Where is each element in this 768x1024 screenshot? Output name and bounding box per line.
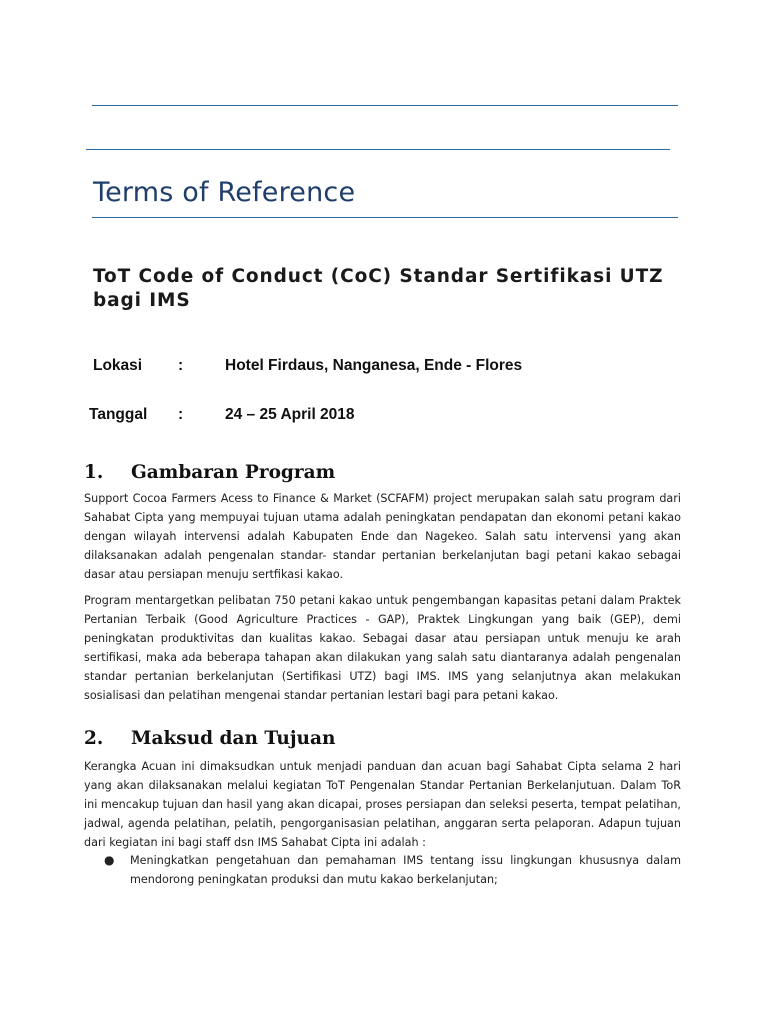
section-title: Maksud dan Tujuan bbox=[131, 728, 336, 749]
header-rule-top bbox=[92, 105, 678, 106]
document-subtitle: ToT Code of Conduct (CoC) Standar Sertifikasi UTZ bagi IMS bbox=[93, 266, 664, 311]
section-1-paragraph-1: Support Cocoa Farmers Acess to Finance & Market (SCFAFM) project merupakan salah satu program dari Sahabat Cipta yang mempuyai tujuan utama adalah peningkatan pendapatan dan ekonomi petani kakao dengan wilayah intervensi adalah Kabupaten Ende dan Nagekeo. Salah satu intervensi yang akan dilaksanakan adalah pengenalan standar- standar pertanian berkelanjutan bagi petani kakao sebagai dasar atau persiapan menuju sertfikasi kakao. bbox=[84, 492, 681, 581]
header-rule-middle bbox=[86, 149, 670, 150]
meta-label-location: Lokasi bbox=[93, 357, 143, 374]
list-item-text: Meningkatkan pengetahuan dan pemahaman IMS tentang issu lingkungan khususnya dalam mendorong peningkatan produksi dan mutu kakao berkelanjutan; bbox=[130, 854, 681, 886]
section-1-paragraph-2: Program mentargetkan pelibatan 750 petani kakao untuk pengembangan kapasitas petani dalam Praktek Pertanian Terbaik (Good Agriculture Practices - GAP), Praktek Lingkungan yang baik (GEP), demi peningkatan produktivitas dan kualitas kakao. Sebagai dasar atau persiapan untuk menuju ke arah sertifikasi, maka ada beberapa tahapan akan dilakukan yang salah satu diantaranya adalah pengenalan standar pertanian berkelanjutan (Sertifikasi UTZ) bagi IMS. IMS yang selanjutnya akan melakukan sosialisasi dan pelatihan mengenai standar pertanian lestari bagi para petani kakao. bbox=[84, 594, 681, 702]
section-title: Gambaran Program bbox=[131, 462, 336, 483]
list-item bbox=[84, 851, 681, 889]
meta-separator-date: : bbox=[178, 406, 184, 423]
meta-value-date: 24 – 25 April 2018 bbox=[225, 406, 355, 423]
section-2-paragraph-1: Kerangka Acuan ini dimaksudkan untuk menjadi panduan dan acuan bagi Sahabat Cipta selama 2 hari yang akan dilaksanakan melalui kegiatan ToT Pengenalan Standar Pertanian Berkelanjutuan. Dalam ToR ini mencakup tujuan dan hasil yang akan dicapai, proses persiapan dan seleksi peserta, tempat pelatihan, jadwal, agenda pelatihan, pelatih, pengorganisasian pelatihan, anggaran serta pelaporan. Adapun tujuan dari kegiatan ini bagi staff dsn IMS Sahabat Cipta ini adalah : bbox=[84, 760, 681, 849]
meta-separator-location: : bbox=[178, 357, 184, 374]
document-title: Terms of Reference bbox=[93, 177, 356, 208]
title-underline bbox=[92, 217, 678, 218]
section-number: 1. bbox=[84, 462, 104, 483]
meta-label-date: Tanggal bbox=[89, 406, 148, 423]
bullet-icon: ● bbox=[104, 853, 115, 867]
objectives-list bbox=[84, 851, 681, 889]
meta-value-location: Hotel Firdaus, Nanganesa, Ende - Flores bbox=[225, 357, 523, 374]
section-number: 2. bbox=[84, 728, 104, 749]
